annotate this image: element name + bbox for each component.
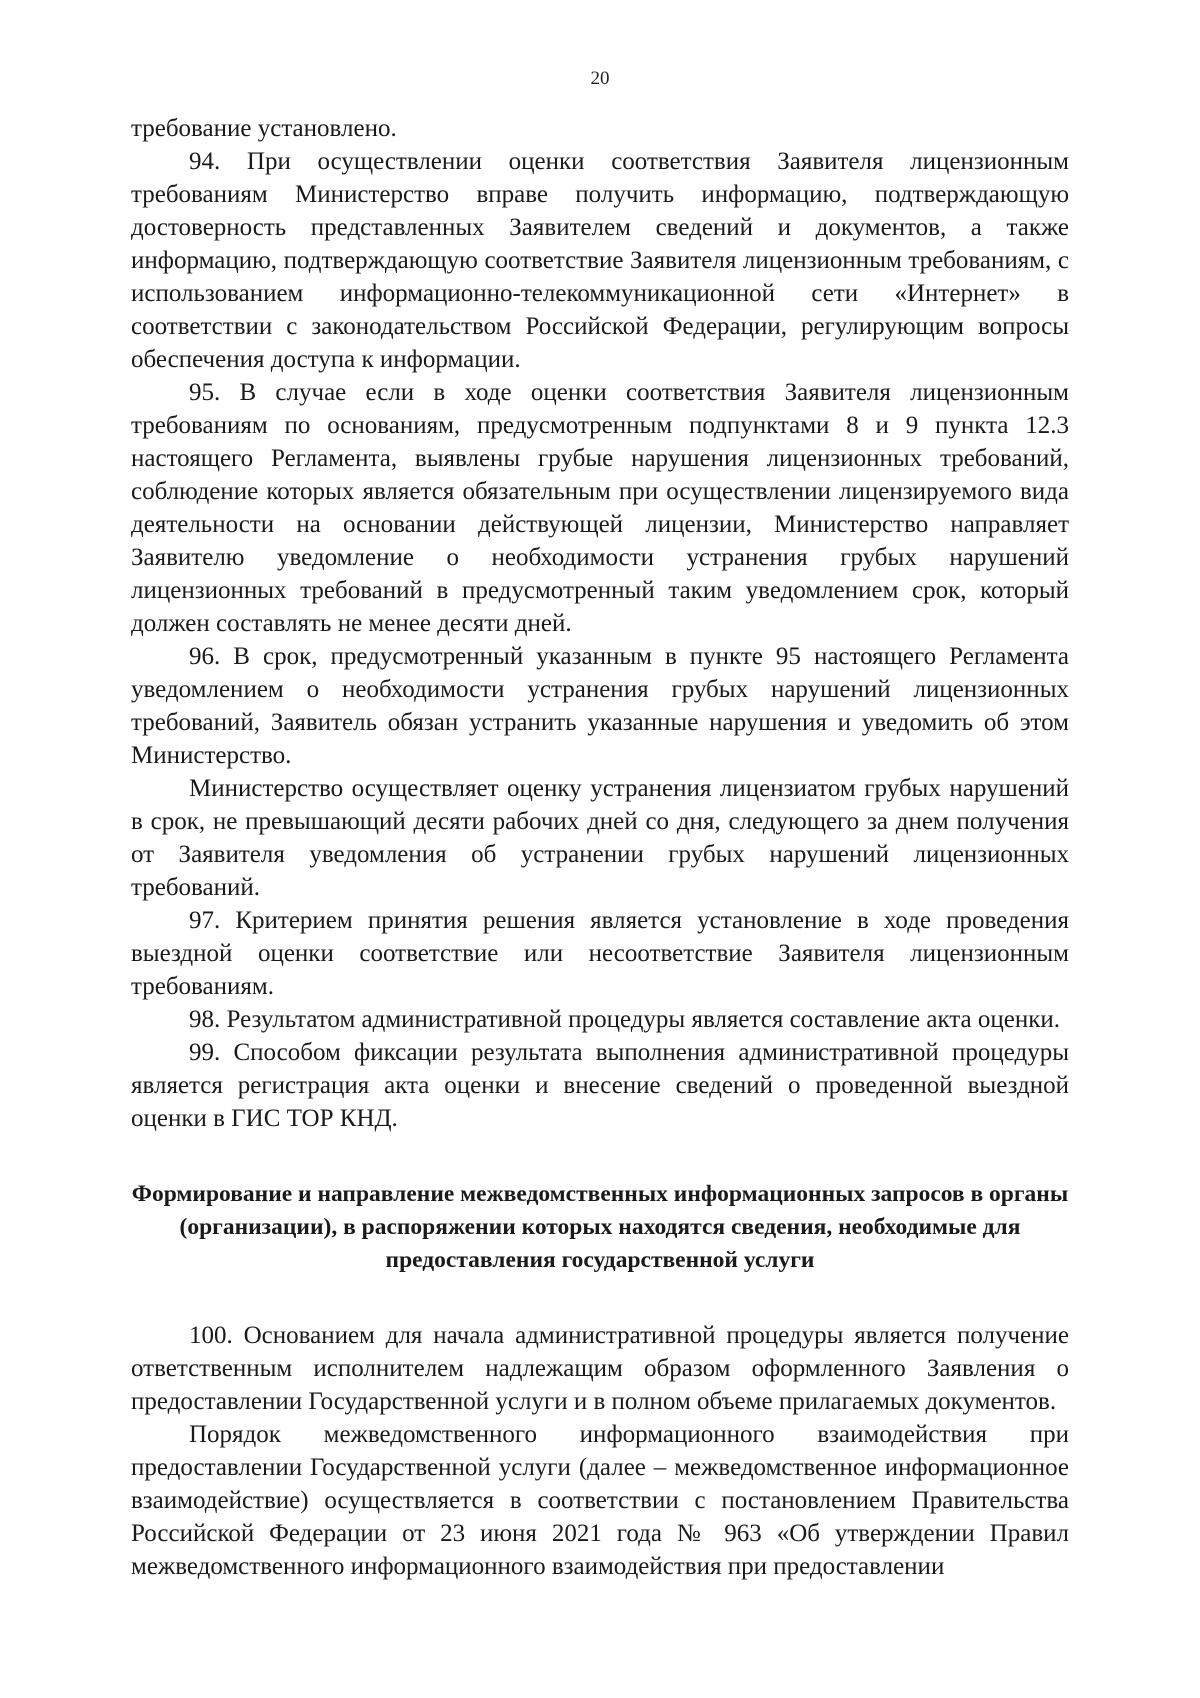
paragraph-100: 100. Основанием для начала административной процедуры является получение ответственным исполнителем надлежащим образом оформленного Заявления о предоставлении Государственной услуги и в полном объеме прилагаемых документов. <box>131 1322 1069 1415</box>
document-body <box>131 112 1069 1583</box>
paragraph-99: 99. Способом фиксации результата выполнения административной процедуры является регистрация акта оценки и внесение сведений о проведенной выездной оценки в ГИС ТОР КНД. <box>131 1039 1069 1132</box>
paragraph-95: 95. В случае если в ходе оценки соответствия Заявителя лицензионным требованиям по основаниям, предусмотренным подпунктами 8 и 9 пункта 12.3 настоящего Регламента, выявлены грубые нарушения лицензионных требований, соблюдение которых является обязательным при осуществлении лицензируемого вида деятельности на основании действующей лицензии, Министерство направляет Заявителю уведомление о необходимости устранения грубых нарушений лицензионных требований в предусмотренный таким уведомлением срок, который должен составлять не менее десяти дней. <box>131 379 1069 637</box>
paragraph-96: 96. В срок, предусмотренный указанным в пункте 95 настоящего Регламента уведомлением о необходимости устранения грубых нарушений лицензионных требований, Заявитель обязан устранить указанные нарушения и уведомить об этом Министерство. <box>131 643 1069 769</box>
paragraph-96-ministry: Министерство осуществляет оценку устранения лицензиатом грубых нарушений в срок, не превышающий десяти рабочих дней со дня, следующего за днем получения от Заявителя уведомления об устранении грубых нарушений лицензионных требований. <box>131 775 1069 901</box>
paragraph-97: 97. Критерием принятия решения является установление в ходе проведения выездной оценки соответствие или несоответствие Заявителя лицензионным требованиям. <box>131 907 1069 1000</box>
section-heading: Формирование и направление межведомственных информационных запросов в органы (организации), в распоряжении которых находятся сведения, необходимые для предоставления государственной услуги <box>131 1181 1069 1273</box>
paragraph-98: 98. Результатом административной процедуры является составление акта оценки. <box>189 1006 1061 1033</box>
paragraph-interaction-order: Порядок межведомственного информационного взаимодействия при предоставлении Государственной услуги (далее – межведомственное информационное взаимодействие) осуществляется в соответствии с постановлением Правительства Российской Федерации от 23 июня 2021 года № 963 «Об утверждении Правил межведомственного информационного взаимодействия при предоставлении <box>131 1421 1069 1580</box>
page-number: 20 <box>590 68 610 89</box>
paragraph-94: 94. При осуществлении оценки соответствия Заявителя лицензионным требованиям Министерство вправе получить информацию, подтверждающую достоверность представленных Заявителем сведений и документов, а также информацию, подтверждающую соответствие Заявителя лицензионным требованиям, с использованием информационно-телекоммуникационной сети «Интернет» в соответствии с законодательством Российской Федерации, регулирующим вопросы обеспечения доступа к информации. <box>131 148 1069 373</box>
paragraph-continuation: требование установлено. <box>131 115 397 142</box>
